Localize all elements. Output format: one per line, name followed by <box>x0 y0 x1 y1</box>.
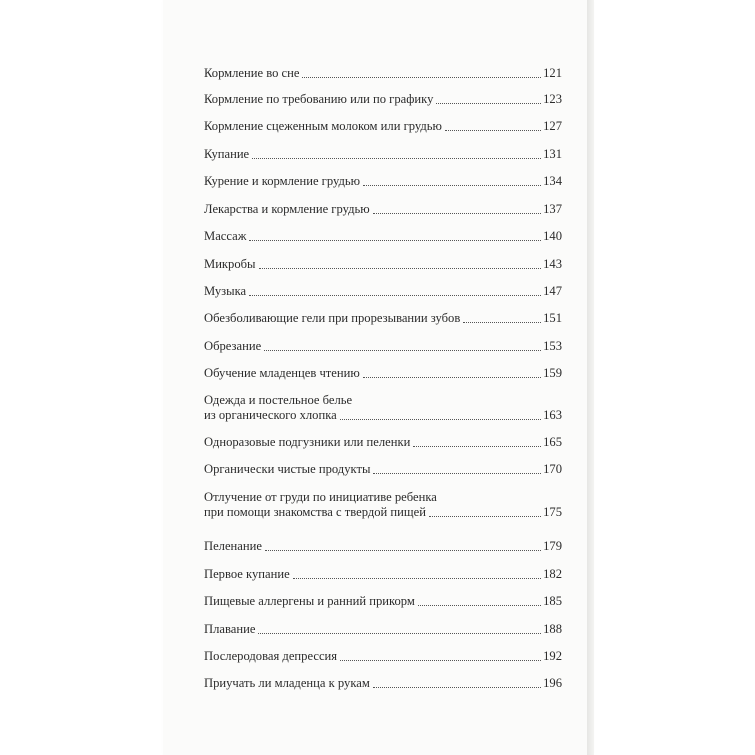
dot-leader <box>436 102 541 104</box>
toc-entry-title: Пищевые аллергены и ранний прикорм <box>204 594 415 608</box>
toc-entry-title: Массаж <box>204 229 247 243</box>
dot-leader <box>418 604 541 606</box>
toc-entry-title: Одежда и постельное белье <box>204 393 353 407</box>
toc-entry <box>204 393 562 423</box>
toc-entry-page: 140 <box>543 229 562 243</box>
dot-leader <box>258 632 541 634</box>
dot-leader <box>373 686 541 688</box>
toc-entry-title: Одноразовые подгузники или пеленки <box>204 435 411 449</box>
dot-leader <box>259 267 542 269</box>
toc-entry <box>204 366 562 381</box>
toc-entry-title: Обучение младенцев чтению <box>204 366 360 380</box>
toc-entry-page: 159 <box>543 366 562 380</box>
toc-entry-page: 137 <box>543 202 562 216</box>
toc-entry <box>204 462 562 477</box>
toc-entry <box>204 119 562 134</box>
toc-entry-page: 147 <box>543 284 562 298</box>
dot-leader <box>252 157 541 159</box>
toc-entry-page: 185 <box>543 594 562 608</box>
toc-entry-title: Первое купание <box>204 567 290 581</box>
dot-leader <box>293 577 541 579</box>
toc-entry <box>204 339 562 354</box>
dot-leader <box>463 321 541 323</box>
dot-leader <box>445 129 541 131</box>
toc-entry-title: Обрезание <box>204 339 262 353</box>
toc-entry <box>204 594 562 609</box>
dot-leader <box>363 376 541 378</box>
toc-entry <box>204 539 562 554</box>
toc-entry-title: Пеленание <box>204 539 262 553</box>
toc-entry-page: 131 <box>543 147 562 161</box>
toc-entry-page: 179 <box>543 539 562 553</box>
toc-entry-page: 175 <box>543 505 562 519</box>
dot-leader <box>340 659 541 661</box>
toc-entry-page: 134 <box>543 174 562 188</box>
toc-entry <box>204 229 562 244</box>
toc-entry-page: 121 <box>543 66 562 80</box>
toc-entry-title: Кормление сцеженным молоком или грудью <box>204 119 442 133</box>
dot-leader <box>373 472 541 474</box>
dot-leader <box>429 515 541 517</box>
toc-entry-page: 196 <box>543 676 562 690</box>
toc-entry-title: Послеродовая депрессия <box>204 649 338 663</box>
dot-leader <box>264 349 541 351</box>
toc-entry-title: Плавание <box>204 622 256 636</box>
toc-entry-title: Кормление во сне <box>204 66 300 80</box>
toc-entry-page: 188 <box>543 622 562 636</box>
toc-entry-page: 170 <box>543 462 562 476</box>
toc-entry <box>204 649 562 664</box>
toc-entry-title: Курение и кормление грудью <box>204 174 361 188</box>
toc-entry-title: Обезболивающие гели при прорезывании зубов <box>204 311 461 325</box>
dot-leader <box>265 549 541 551</box>
toc-entry-title: Органически чистые продукты <box>204 462 371 476</box>
dot-leader <box>249 294 541 296</box>
toc-entry-title: Кормление по требованию или по графику <box>204 92 434 106</box>
dot-leader <box>302 76 541 78</box>
toc-entry-title: Микробы <box>204 257 256 271</box>
toc-entry <box>204 284 562 299</box>
dot-leader <box>340 418 541 420</box>
toc-entry <box>204 311 562 326</box>
toc-entry <box>204 622 562 637</box>
toc-entry <box>204 92 562 107</box>
toc-entry <box>204 435 562 450</box>
toc-entry <box>204 676 562 691</box>
toc-entry-title: Приучать ли младенца к рукам <box>204 676 370 690</box>
toc-entry <box>204 257 562 272</box>
toc-entry-page: 151 <box>543 311 562 325</box>
toc-entry-title: при помощи знакомства с твердой пищей <box>204 505 426 519</box>
toc-entry-title: из органического хлопка <box>204 408 337 422</box>
toc-entry-page: 163 <box>543 408 562 422</box>
toc-entry <box>204 567 562 582</box>
toc-entry <box>204 174 562 189</box>
toc-entry-page: 192 <box>543 649 562 663</box>
toc-entry-page: 165 <box>543 435 562 449</box>
dot-leader <box>413 445 541 447</box>
toc-entry-title: Музыка <box>204 284 247 298</box>
toc-entry-page: 153 <box>543 339 562 353</box>
toc-entry <box>204 490 562 520</box>
toc-entry <box>204 147 562 162</box>
toc-entry-title: Отлучение от груди по инициативе ребенка <box>204 490 437 504</box>
toc-entry-page: 182 <box>543 567 562 581</box>
toc-entry <box>204 202 562 217</box>
dot-leader <box>363 184 541 186</box>
toc-entry-title: Купание <box>204 147 250 161</box>
toc-entry-page: 127 <box>543 119 562 133</box>
dot-leader <box>249 239 541 241</box>
dot-leader <box>373 212 541 214</box>
toc-entry-title: Лекарства и кормление грудью <box>204 202 370 216</box>
toc-entry <box>204 66 562 81</box>
toc-entry-page: 123 <box>543 92 562 106</box>
toc-entry-page: 143 <box>543 257 562 271</box>
